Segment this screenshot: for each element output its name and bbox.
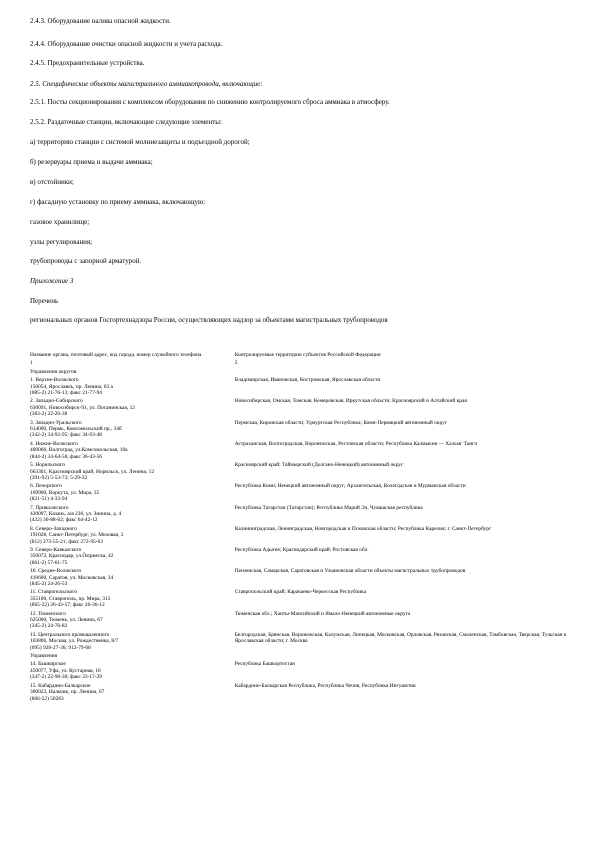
paragraph: 2.4.5. Предохранительные устройства. [30, 59, 145, 67]
organ-address-line: 400066, Волгоград, ул.Комсомольская, 10а [30, 447, 128, 454]
organ-address-line: 355106, Ставрополь, пр. Мира, 313 [30, 595, 111, 602]
territory-cell: Новосибирская, Омская, Томская, Кемеровская, Иркутская области; Красноярский и Алтайский края [234, 398, 467, 405]
organ-address-line: (347-2) 22-98-30; факс 23-17-29 [30, 674, 102, 681]
organ-address-cell [30, 377, 235, 398]
organ-address-cell [30, 526, 235, 547]
territory-cell: Республика Башкортостан [234, 661, 296, 668]
organ-address-line: (095) 928-27-36; 912-79-68 [30, 644, 91, 651]
territory-cell: Астраханская, Волгоградская, Воронежская, Ростовская области; Республика Калмыкия — Хальмг Тангч [234, 440, 478, 447]
organ-address-line: (865-22) 26-43-57; факс 26-36-12 [30, 602, 105, 609]
organ-address-line: (432) 36-88-82; факс 64-42-12 [30, 517, 98, 524]
organ-address-line: 4. Нижне-Волжского [30, 440, 78, 447]
organ-address-line: 420097, Казань, а/я 236, ул. Зинина, д. 4 [30, 510, 122, 517]
organ-address-line: 7. Приволжского [30, 504, 69, 511]
territory-cell [235, 369, 570, 377]
organ-address-line: 360022, Нальчик, пр. Ленина, 67 [30, 689, 105, 696]
column-number: 1 [30, 360, 33, 367]
paragraph: газовое хранилище; [30, 218, 90, 226]
table-row [30, 377, 570, 398]
regional-bodies-table [30, 352, 570, 704]
table-row [30, 611, 570, 632]
organ-address-line: 191028, Санкт-Петербург, ул. Моховая, 3 [30, 532, 124, 539]
organ-address-line: 14. Башкирское [30, 661, 66, 668]
organ-address-cell [30, 398, 235, 419]
organ-address-line: 169900, Воркута, ул. Мира, 35 [30, 489, 100, 496]
organ-address-line: 15. Кабардино-Балкарское [30, 682, 91, 689]
organ-address-line: 3. Западно-Уральского [30, 419, 82, 426]
organ-address-line: 614000, Пермь, Комсомольский пр., 34б [30, 426, 122, 433]
territory-cell: Тюменская обл.; Ханты-Мансийский и Ямало-Ненецкий автономные округа [234, 610, 411, 617]
organ-address-line: 6. Печорского [30, 483, 62, 490]
table-row [30, 653, 570, 661]
table-header-row [30, 352, 570, 360]
table-row [30, 589, 570, 610]
paragraph: в) отстойники; [30, 178, 74, 186]
organ-address-cell [30, 462, 235, 483]
organ-address-cell [30, 547, 235, 568]
organ-address-line: (085-2) 21-76-13; факс 21-77-94 [30, 390, 102, 397]
organ-address-line: (821-51) 4-33-94 [30, 496, 68, 503]
territory-cell: Владимирская, Ивановская, Костромская, Ярославская области [234, 377, 381, 384]
table-row [30, 505, 570, 526]
organ-address-line: 2. Западно-Сибирского [30, 398, 83, 405]
organ-address-line: (342-2) 34-92-95; факс 34-93-48 [30, 432, 102, 439]
paragraph: 2.5.1. Посты секционирования с комплексом оборудования по снижению контролируемого сброса аммиака в атмосферу. [30, 98, 390, 106]
organ-address-line: 1. Верхне-Волжского [30, 377, 79, 384]
section-heading: 2.5. Специфические объекты магистрального аммиакопровода, включающие: [30, 80, 263, 88]
territory-cell: Ставропольский край; Карачаево-Черкесская Республика [234, 589, 367, 596]
paragraph: 2.4.3. Оборудование налива опасной жидкости. [30, 17, 171, 25]
organ-address-line: 625000, Тюмень, ул. Ленина, 67 [30, 617, 103, 624]
paragraph: а) территорию станции с системой молниезащиты и подъездной дорогой; [30, 138, 250, 146]
organ-address-line: 11. Ставропольского [30, 589, 78, 596]
organ-address-line: 8. Северо-Западного [30, 525, 77, 532]
territory-cell: Пензенская, Самарская, Саратовская и Ульяновская области объекты магистральных трубопроводов [234, 568, 466, 575]
table-row [30, 398, 570, 419]
territory-cell: Белгородская, Брянская, Воронежская, Калужская, Липецкая, Московская, Орловская, Рязанская, Смоленская, Тамбовская, Тверская, Тульская и Ярославская области; г. Москва [234, 631, 567, 645]
organ-address-line: 410600, Саратов, ул. Московская, 34 [30, 574, 114, 581]
organ-address-line: Управления округов [30, 368, 77, 375]
territory-cell: Красноярский край; Таймырский (Долгано-Ненецкий) автономный округ [234, 462, 404, 469]
table-row [30, 483, 570, 504]
territory-cell: Республика Адыгея; Краснодарский край; Ростовская обл. [234, 546, 369, 553]
appendix-label: Приложение 3 [30, 277, 74, 285]
organ-address-cell [30, 632, 235, 653]
organ-address-line: (345-2) 24-76-82 [30, 623, 68, 630]
organ-address-cell [30, 441, 235, 462]
organ-address-line: 150054, Ярославль, пр. Ленина, 63 а [30, 383, 113, 390]
organ-address-cell [30, 369, 235, 377]
organ-address-cell [30, 661, 235, 682]
organ-address-line: 13. Центрального промышленного [30, 631, 110, 638]
organ-address-line: (861-2) 57-61-75 [30, 559, 68, 566]
paragraph: 2.4.4. Оборудование очистки опасной жидкости и учета расхода. [30, 40, 223, 48]
list-subheading: региональных органов Госгортехнадзора России, осуществляющих надзор за объектами магистральных трубопроводов [30, 316, 388, 324]
organ-address-line: 350072, Краснодар, ул.Östрнеска, 42 [30, 553, 114, 560]
table-column-number-row [30, 360, 570, 368]
column-number: 2 [234, 360, 238, 367]
paragraph: б) резервуары приема и выдачи аммиака; [30, 158, 153, 166]
table-row [30, 547, 570, 568]
table-row [30, 369, 570, 377]
organ-address-line: 663301, Красноярский край, Норильск, ул. Ленина, 12 [30, 468, 155, 475]
paragraph: г) фасадную установку по приему аммиака, включающую: [30, 198, 206, 206]
territory-cell: Калининградская, Ленинградская, Новгородская и Псковская области; Республика Карелия; г. Санкт-Петербург [234, 525, 492, 532]
organ-address-line: (845-2) 24-26-53 [30, 581, 68, 587]
territory-cell: Республика Коми; Ненецкий автономный округ; Архангельская, Вологодская и Мурманская области [234, 483, 466, 490]
table-header-cell: Контролируемые территории субъектов Российской Федерации [234, 352, 381, 358]
organ-address-line: (812) 273-55-21; факс 272-95-03 [30, 538, 103, 545]
organ-address-line: (866-22) 50283 [30, 695, 64, 702]
table-row [30, 632, 570, 653]
organ-address-cell [30, 568, 235, 589]
table-row [30, 661, 570, 682]
organ-address-line: (391-92) 5-53-73; 5-29-32 [30, 474, 88, 481]
organ-address-line: 103806, Москва, ул. Рождественка, 8/7 [30, 638, 119, 645]
organ-address-cell [30, 505, 235, 526]
organ-address-line: 5. Норильского [30, 462, 65, 469]
table-row [30, 683, 570, 704]
organ-address-line: 450077, Уфа, ул. Кустарная, 16 [30, 667, 101, 674]
organ-address-line: 10. Средне-Волжского [30, 568, 82, 575]
table-row [30, 420, 570, 441]
table-header-cell: Название органа, почтовый адрес, код города, номер служебного телефона [30, 352, 202, 358]
territory-cell: Кабардино-Балкарская Республика, Республика Чечня, Республика Ингушетия [234, 682, 416, 689]
organ-address-line: (383-2) 22-26-38 [30, 411, 68, 418]
paragraph: трубопроводы с запорной арматурой. [30, 257, 142, 265]
table-row [30, 526, 570, 547]
organ-address-line: 12. Тюменского [30, 610, 66, 617]
territory-cell: Пермская, Кировская области; Удмуртская Республика; Коми-Пермяцкий автономный округ [234, 419, 448, 426]
organ-address-line: Управления [30, 653, 58, 660]
table-row [30, 568, 570, 589]
organ-address-line: 630091, Новосибирск-91, ул. Потанинская, 12 [30, 404, 136, 411]
organ-address-cell [30, 611, 235, 632]
organ-address-cell [30, 589, 235, 610]
paragraph: узлы регулирования; [30, 238, 93, 246]
organ-address-line: (844-2) 34-64-56; факс 36-43-56 [30, 453, 102, 460]
organ-address-cell [30, 653, 235, 661]
organ-address-cell [30, 420, 235, 441]
organ-address-line: 9. Северо-Кавказского [30, 546, 82, 553]
table-row [30, 462, 570, 483]
territory-cell: Республика Татарстан (Татарстан); Республика Марий Эл, Чувашская республика [234, 504, 423, 511]
table-row [30, 441, 570, 462]
organ-address-cell [30, 483, 235, 504]
paragraph: 2.5.2. Раздаточные станции, включающие следующие элементы: [30, 118, 222, 126]
list-heading: Перечень [30, 297, 59, 305]
organ-address-cell [30, 683, 235, 704]
